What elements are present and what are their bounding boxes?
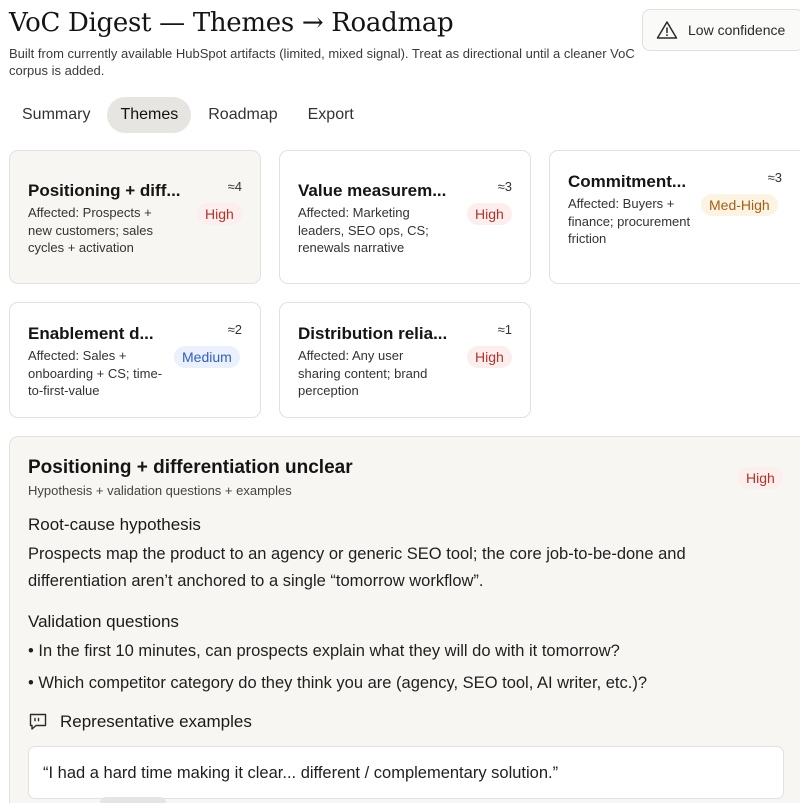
theme-card-affected: Affected: Sales + onboarding + CS; time-to-first-value <box>28 348 163 398</box>
quote-bubble-icon <box>28 712 48 732</box>
root-cause-heading: Root-cause hypothesis <box>28 515 201 534</box>
theme-card-count: ≈2 <box>227 322 242 337</box>
theme-card-title: Commitment... <box>568 172 687 191</box>
tab-roadmap[interactable]: Roadmap <box>208 106 278 123</box>
validation-question: • In the first 10 minutes, can prospects explain what they will do with it tomorrow? <box>28 642 620 660</box>
theme-card-enablement[interactable] <box>9 302 261 418</box>
root-cause-text: Prospects map the product to an agency or generic SEO tool; the core job-to-be-done and differentiation aren’t anchored to a single “tomorrow workflow”. <box>28 545 686 590</box>
confidence-label: Low confidence <box>688 22 786 38</box>
example-quote: “I had a hard time making it clear... different / complementary solution.” <box>28 746 784 799</box>
warning-icon <box>656 20 678 40</box>
theme-card-distribution[interactable] <box>279 302 531 418</box>
detail-title: Positioning + differentiation unclear <box>28 457 353 478</box>
confidence-badge <box>642 9 800 51</box>
theme-card-value-measurement[interactable] <box>279 150 531 284</box>
theme-card-count: ≈3 <box>767 170 782 185</box>
severity-badge: Medium <box>174 346 240 368</box>
tab-summary[interactable]: Summary <box>22 106 91 123</box>
detail-subtitle: Hypothesis + validation questions + examples <box>28 483 292 498</box>
theme-card-title: Value measurem... <box>298 181 447 200</box>
theme-card-title: Positioning + diff... <box>28 181 181 200</box>
theme-card-affected: Affected: Any user sharing content; brand perception <box>298 348 428 398</box>
tab-export[interactable]: Export <box>307 106 354 123</box>
theme-card-title: Enablement d... <box>28 324 154 343</box>
theme-card-affected: Affected: Prospects + new customers; sales cycles + activation <box>28 205 153 255</box>
theme-card-count: ≈4 <box>227 179 242 194</box>
theme-card-commitment[interactable] <box>549 150 800 284</box>
validation-heading: Validation questions <box>28 612 179 631</box>
theme-card-affected: Affected: Buyers + finance; procurement friction <box>568 196 691 246</box>
page-subtitle: Built from currently available HubSpot artifacts (limited, mixed signal). Treat as directional until a cleaner VoC corpus is added. <box>9 46 635 78</box>
examples-heading-row <box>28 712 252 732</box>
theme-detail-panel <box>9 436 800 803</box>
severity-badge: High <box>467 346 512 368</box>
theme-card-positioning[interactable] <box>9 150 261 284</box>
page-title: VoC Digest — Themes → Roadmap <box>9 8 454 38</box>
severity-badge: High <box>197 203 242 225</box>
severity-badge: High <box>467 203 512 225</box>
theme-card-title: Distribution relia... <box>298 324 448 343</box>
scroll-peek-element <box>100 797 166 803</box>
examples-heading: Representative examples <box>60 712 252 731</box>
severity-badge: Med-High <box>701 194 778 216</box>
tab-themes[interactable]: Themes <box>107 97 191 133</box>
theme-card-affected: Affected: Marketing leaders, SEO ops, CS; renewals narrative <box>298 205 429 255</box>
detail-severity-badge: High <box>738 467 783 489</box>
tab-bar <box>9 97 367 133</box>
theme-card-count: ≈3 <box>497 179 512 194</box>
theme-card-count: ≈1 <box>497 322 512 337</box>
validation-question: • Which competitor category do they think you are (agency, SEO tool, AI writer, etc.)? <box>28 674 647 692</box>
